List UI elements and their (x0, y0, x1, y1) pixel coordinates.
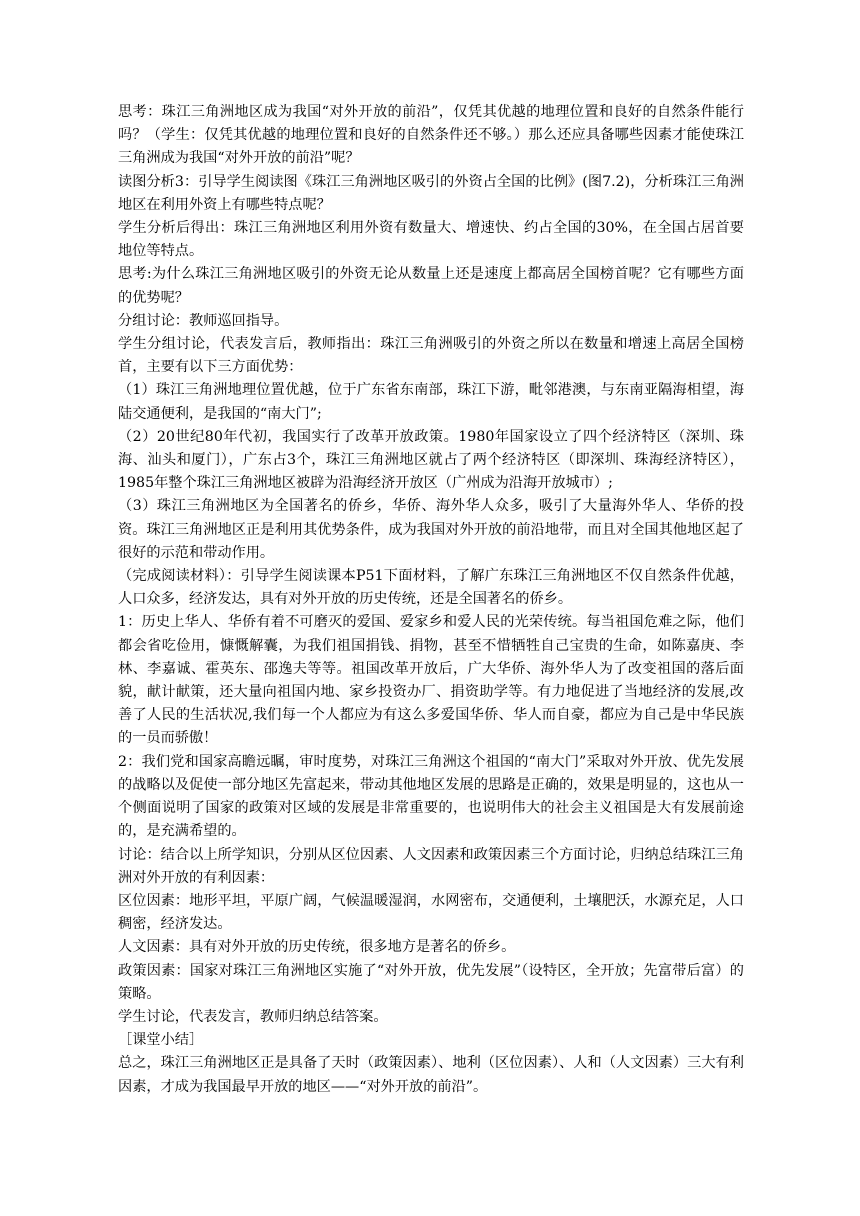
paragraph-think-question: 思考：珠江三角洲地区成为我国“对外开放的前沿”，仅凭其优越的地理位置和良好的自然条件能行吗？（学生：仅凭其优越的地理位置和良好的自然条件还不够。）那么还应具备哪些因素才能使珠江三角洲成为我国“对外开放的前沿”呢？ (118, 104, 744, 167)
paragraph-advantage-1: （1）珠江三角洲地理位置优越，位于广东省东南部，珠江下游，毗邻港澳，与东南亚隔海相望，海陆交通便利，是我国的“南大门”; (118, 382, 744, 422)
paragraph-student-discussion: 学生讨论，代表发言，教师归纳总结答案。 (118, 1008, 388, 1025)
paragraph-conclusion: 总之，珠江三角洲地区正是具备了天时（政策因素）、地利（区位因素）、人和（人文因素）三大有利因素，才成为我国最早开放的地区——“对外开放的前沿”。 (118, 1055, 744, 1095)
paragraph-material-2: 2：我们党和国家高瞻远瞩，审时度势，对珠江三角洲这个祖国的“南大门”采取对外开放、优先发展的战略以及促使一部分地区先富起来，带动其他地区发展的思路是正确的，效果是明显的，这也从一个侧面说明了国家的政策对区域的发展是非常重要的，也说明伟大的社会主义祖国是大有发展前途的，是充满希望的。 (118, 753, 744, 840)
paragraph-advantage-2: （2）20世纪80年代初，我国实行了改革开放政策。1980年国家设立了四个经济特区（深圳、珠海、汕头和厦门），广东占3个，珠江三角洲地区就占了两个经济特区（即深圳、珠海经济特区），1985年整个珠江三角洲地区被辟为沿海经济开放区（广州成为沿海开放城市）; (118, 428, 744, 492)
paragraph-group-discussion: 分组讨论：教师巡回指导。 (118, 312, 289, 329)
paragraph-location-factors: 区位因素：地形平坦，平原广阔，气候温暖湿润，水网密布，交通便利，土壤肥沃，水源充足，人口稠密，经济发达。 (118, 892, 744, 933)
paragraph-advantage-3: （3）珠江三角洲地区为全国著名的侨乡，华侨、海外华人众多，吸引了大量海外华人、华侨的投资。珠江三角洲地区正是利用其优势条件，成为我国对外开放的前沿地带，而且对全国其他地区起了很好的示范和带动作用。 (118, 498, 744, 561)
section-heading-class-summary: ［课堂小结］ (118, 1032, 204, 1049)
paragraph-think-why: 思考:为什么珠江三角洲地区吸引的外资无论从数量上还是速度上都高居全国榜首呢？它有哪些方面的优势呢？ (118, 266, 744, 306)
paragraph-discussion: 讨论：结合以上所学知识，分别从区位因素、人文因素和政策因素三个方面讨论，归纳总结珠江三角洲对外开放的有利因素： (118, 846, 744, 886)
paragraph-reading-material: （完成阅读材料）：引导学生阅读课本P51下面材料，了解广东珠江三角洲地区不仅自然条件优越，人口众多，经济发达，具有对外开放的历史传统，还是全国著名的侨乡。 (118, 568, 744, 608)
paragraph-material-1: 1：历史上华人、华侨有着不可磨灭的爱国、爱家乡和爱人民的光荣传统。每当祖国危难之际，他们都会省吃俭用，慷慨解囊，为我们祖国捐钱、捐物，甚至不惜牺牲自己宝贵的生命，如陈嘉庚、李林、李嘉诚、霍英东、邵逸夫等等。祖国改革开放后，广大华侨、海外华人为了改变祖国的落后面貌，献计献策，还大量向祖国内地、家乡投资办厂、捐资助学等。有力地促进了当地经济的发展,改善了人民的生活状况,我们每一个人都应为有这么多爱国华侨、华人而自豪，都应为自己是中华民族的一员而骄傲！ (118, 614, 744, 747)
paragraph-policy-factors: 政策因素：国家对珠江三角洲地区实施了“对外开放，优先发展”（设特区，全开放；先富带后富）的策略。 (118, 962, 744, 1002)
document-body (118, 101, 744, 1099)
paragraph-student-analysis: 学生分析后得出：珠江三角洲地区利用外资有数量大、增速快、约占全国的30%，在全国占居首要地位等特点。 (118, 220, 744, 260)
paragraph-teacher-summary: 学生分组讨论，代表发言后，教师指出：珠江三角洲吸引的外资之所以在数量和增速上高居全国榜首，主要有以下三方面优势： (118, 336, 744, 376)
paragraph-map-analysis: 读图分析3：引导学生阅读图《珠江三角洲地区吸引的外资占全国的比例》(图7.2)，分析珠江三角洲地区在利用外资上有哪些特点呢？ (118, 173, 744, 213)
paragraph-human-factors: 人文因素：具有对外开放的历史传统，很多地方是著名的侨乡。 (118, 939, 516, 956)
